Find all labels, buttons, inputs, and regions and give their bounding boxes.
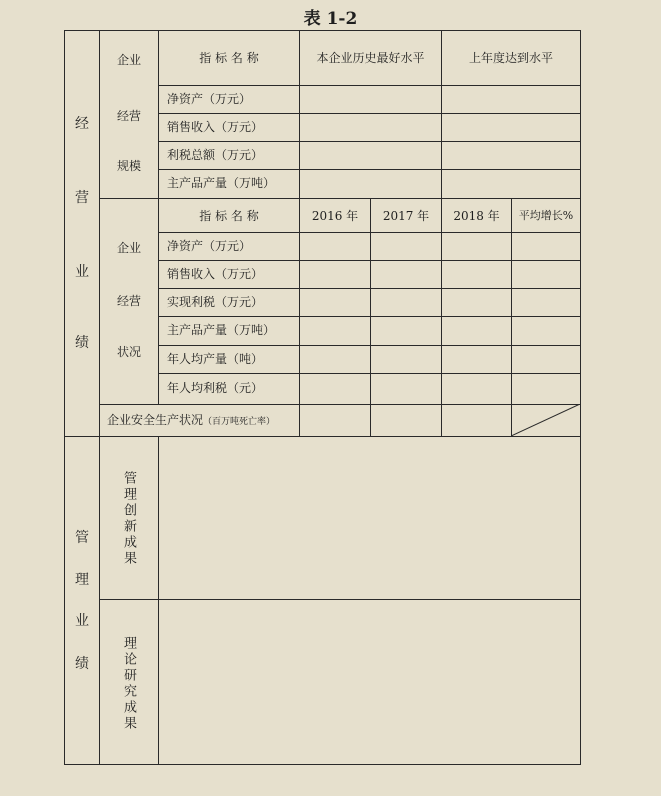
status-row-label: 实现利税（万元） — [167, 295, 264, 309]
section1-char-4: 绩 — [75, 335, 89, 351]
status-header-2017: 2017 年 — [382, 209, 430, 223]
section1-char-2: 营 — [75, 190, 89, 206]
section2-char-2: 理 — [75, 572, 89, 588]
scale-group-label-1: 企业 — [117, 53, 142, 67]
management-theory-label: 理论研究成果 — [121, 636, 136, 732]
safety-label-text: 企业安全生产状况 — [107, 413, 204, 427]
performance-form-table — [64, 30, 581, 765]
status-group-label-3: 状况 — [117, 345, 142, 359]
section2-char-3: 业 — [75, 613, 89, 629]
status-header-avg: 平均增长% — [518, 209, 574, 222]
scale-group-label-2: 经营 — [117, 109, 142, 123]
section2-char-4: 绩 — [75, 656, 89, 672]
scale-group-label-3: 规模 — [117, 159, 142, 173]
section1-char-1: 经 — [75, 116, 89, 132]
scale-row-label: 利税总额（万元） — [167, 148, 264, 162]
section1-char-3: 业 — [75, 264, 89, 280]
status-group-label-2: 经营 — [117, 294, 142, 308]
scale-row-label: 净资产（万元） — [167, 92, 252, 106]
status-row-label: 年人均利税（元） — [167, 381, 264, 395]
status-header-2016: 2016 年 — [311, 209, 359, 223]
scale-header-best: 本企业历史最好水平 — [316, 51, 425, 65]
scale-header-last-year: 上年度达到水平 — [468, 51, 553, 65]
status-row-label: 主产品产量（万吨） — [167, 323, 276, 337]
status-row-label: 净资产（万元） — [167, 239, 252, 253]
diagonal-slash — [511, 404, 581, 437]
status-header-indicator: 指 标 名 称 — [199, 209, 259, 223]
table-title: 表 1-2 — [303, 9, 358, 29]
scale-row-label: 销售收入（万元） — [167, 120, 264, 134]
scale-header-indicator: 指 标 名 称 — [199, 51, 259, 65]
section2-char-1: 管 — [75, 530, 89, 546]
safety-unit: （百万吨死亡率） — [203, 417, 276, 427]
status-group-label-1: 企业 — [117, 241, 142, 255]
status-header-2018: 2018 年 — [453, 209, 500, 223]
safety-label — [107, 413, 275, 429]
status-row-label: 销售收入（万元） — [167, 267, 264, 281]
status-row-label: 年人均产量（吨） — [167, 352, 264, 366]
management-innovation-label: 管理创新成果 — [121, 471, 136, 567]
scale-row-label: 主产品产量（万吨） — [167, 176, 276, 190]
